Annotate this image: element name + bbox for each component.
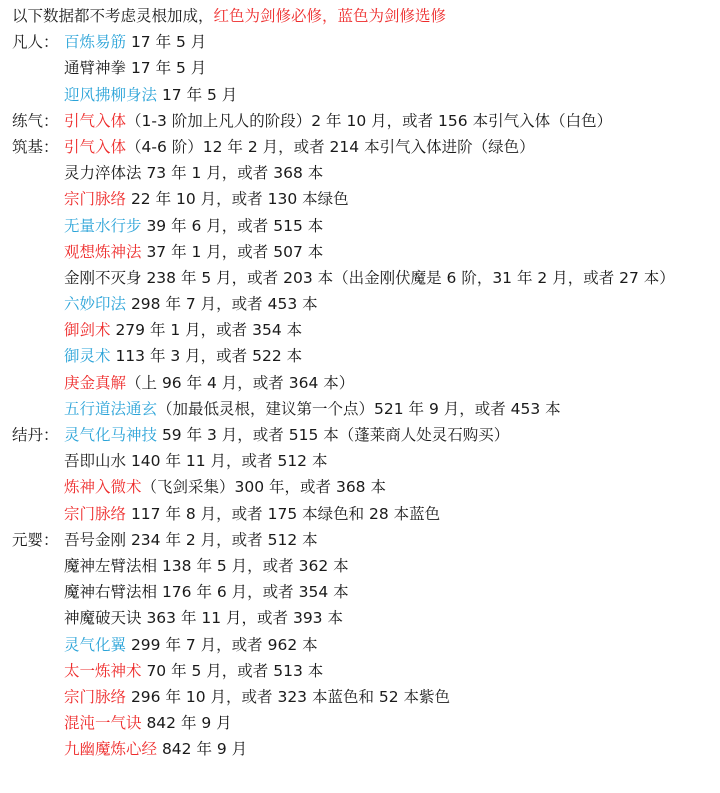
technique-row [12,265,718,291]
technique-name: 金刚不灭身 [64,268,142,287]
technique-row [12,422,718,448]
technique-name: 灵力淬体法 [64,164,142,183]
technique-name: 魔神左臂法相 [64,556,158,575]
technique-name: 灵气化翼 [64,635,127,654]
technique-row [12,736,718,762]
technique-row [12,632,718,658]
technique-row [12,370,718,396]
technique-detail: 238 年 5 月，或者 203 本（出金刚伏魔是 6 阶，31 年 2 月，或者 27 本） [141,268,675,287]
technique-row [12,343,718,369]
technique-row [12,448,718,474]
technique-name: 混沌一气诀 [64,714,142,733]
technique-detail: 59 年 3 月，或者 515 本（蓬莱商人处灵石购买） [157,426,510,444]
technique-detail: 17 年 5 月 [157,85,238,104]
technique-detail: 22 年 10 月，或者 130 本绿色 [126,190,349,209]
technique-row [12,160,718,186]
technique-row [12,710,718,736]
technique-detail: 17 年 5 月 [126,59,207,78]
technique-detail: 140 年 11 月，或者 512 本 [126,452,328,471]
technique-name: 百炼易筋 [64,33,127,52]
technique-row [12,474,718,500]
technique-name: 魔神右臂法相 [64,583,158,602]
technique-name: 庚金真解 [64,373,127,392]
technique-detail: （1-3 阶加上凡人的阶段）2 年 10 月，或者 156 本引气入体（白色） [126,111,613,130]
technique-detail: （飞剑采集）300 年，或者 368 本 [141,478,386,497]
technique-row [12,658,718,684]
technique-name: 宗门脉络 [64,687,127,706]
stage-label: 练气： [12,111,59,130]
document [12,3,718,762]
technique-detail: 363 年 11 月，或者 393 本 [141,609,343,628]
technique-detail: 298 年 7 月，或者 453 本 [126,295,318,314]
technique-row [12,527,718,553]
technique-name: 引气入体 [64,137,127,156]
technique-name: 吾即山水 [64,452,127,471]
technique-detail: （加最低灵根，建议第一个点）521 年 9 月，或者 453 本 [157,399,561,418]
technique-name: 炼神入微术 [64,478,142,497]
technique-row [12,684,718,710]
technique-name: 五行道法通玄 [64,399,158,418]
technique-row [12,134,718,160]
technique-name: 宗门脉络 [64,190,127,209]
technique-name: 御灵术 [64,347,111,366]
technique-name: 宗门脉络 [64,504,127,523]
technique-row [12,605,718,631]
technique-name: 灵气化马神技 [64,426,158,444]
technique-name: 太一炼神术 [64,661,142,680]
technique-detail: 70 年 5 月，或者 513 本 [141,661,324,680]
technique-detail: 234 年 2 月，或者 512 本 [126,530,318,549]
technique-row [12,553,718,579]
technique-detail: 176 年 6 月，或者 354 本 [157,583,349,602]
technique-name: 引气入体 [64,111,127,130]
technique-row [12,108,718,134]
technique-detail: 113 年 3 月，或者 522 本 [110,347,303,366]
technique-name: 六妙印法 [64,295,127,314]
technique-name: 无量水行步 [64,216,142,235]
technique-detail: 296 年 10 月，或者 323 本蓝色和 52 本紫色 [126,687,451,706]
technique-row [12,579,718,605]
technique-row [12,501,718,527]
technique-row [12,291,718,317]
technique-name: 观想炼神法 [64,242,142,261]
stage-label: 结丹： [12,426,59,444]
stage-label: 凡人： [12,33,59,52]
technique-row [12,29,718,55]
technique-row [12,55,718,81]
technique-detail: 842 年 9 月 [157,740,248,759]
technique-detail: 117 年 8 月，或者 175 本绿色和 28 本蓝色 [126,504,441,523]
technique-row [12,317,718,343]
technique-detail: 37 年 1 月，或者 507 本 [141,242,324,261]
technique-name: 神魔破天诀 [64,609,142,628]
technique-detail: 279 年 1 月，或者 354 本 [110,321,303,340]
stage-label: 元婴： [12,530,59,549]
header-prefix: 以下数据都不考虑灵根加成， [12,7,214,25]
technique-detail: 17 年 5 月 [126,33,207,52]
technique-name: 九幽魔炼心经 [64,740,158,759]
technique-name: 御剑术 [64,321,111,340]
technique-detail: （上 96 年 4 月，或者 364 本） [126,373,355,392]
header-color-note: 红色为剑修必修，蓝色为剑修选修 [213,7,447,25]
technique-row [12,396,718,422]
technique-row [12,82,718,108]
technique-row [12,186,718,212]
technique-detail: 39 年 6 月，或者 515 本 [141,216,324,235]
header-line [12,3,718,29]
stage-list [12,29,718,762]
technique-name: 通臂神拳 [64,59,127,78]
technique-name: 迎风拂柳身法 [64,85,158,104]
technique-name: 吾号金刚 [64,530,127,549]
technique-detail: 299 年 7 月，或者 962 本 [126,635,318,654]
stage-label: 筑基： [12,137,59,156]
technique-detail: 138 年 5 月，或者 362 本 [157,556,349,575]
technique-row [12,213,718,239]
technique-detail: （4-6 阶）12 年 2 月，或者 214 本引气入体进阶（绿色） [126,137,535,156]
technique-detail: 73 年 1 月，或者 368 本 [141,164,324,183]
technique-row [12,239,718,265]
technique-detail: 842 年 9 月 [141,714,232,733]
